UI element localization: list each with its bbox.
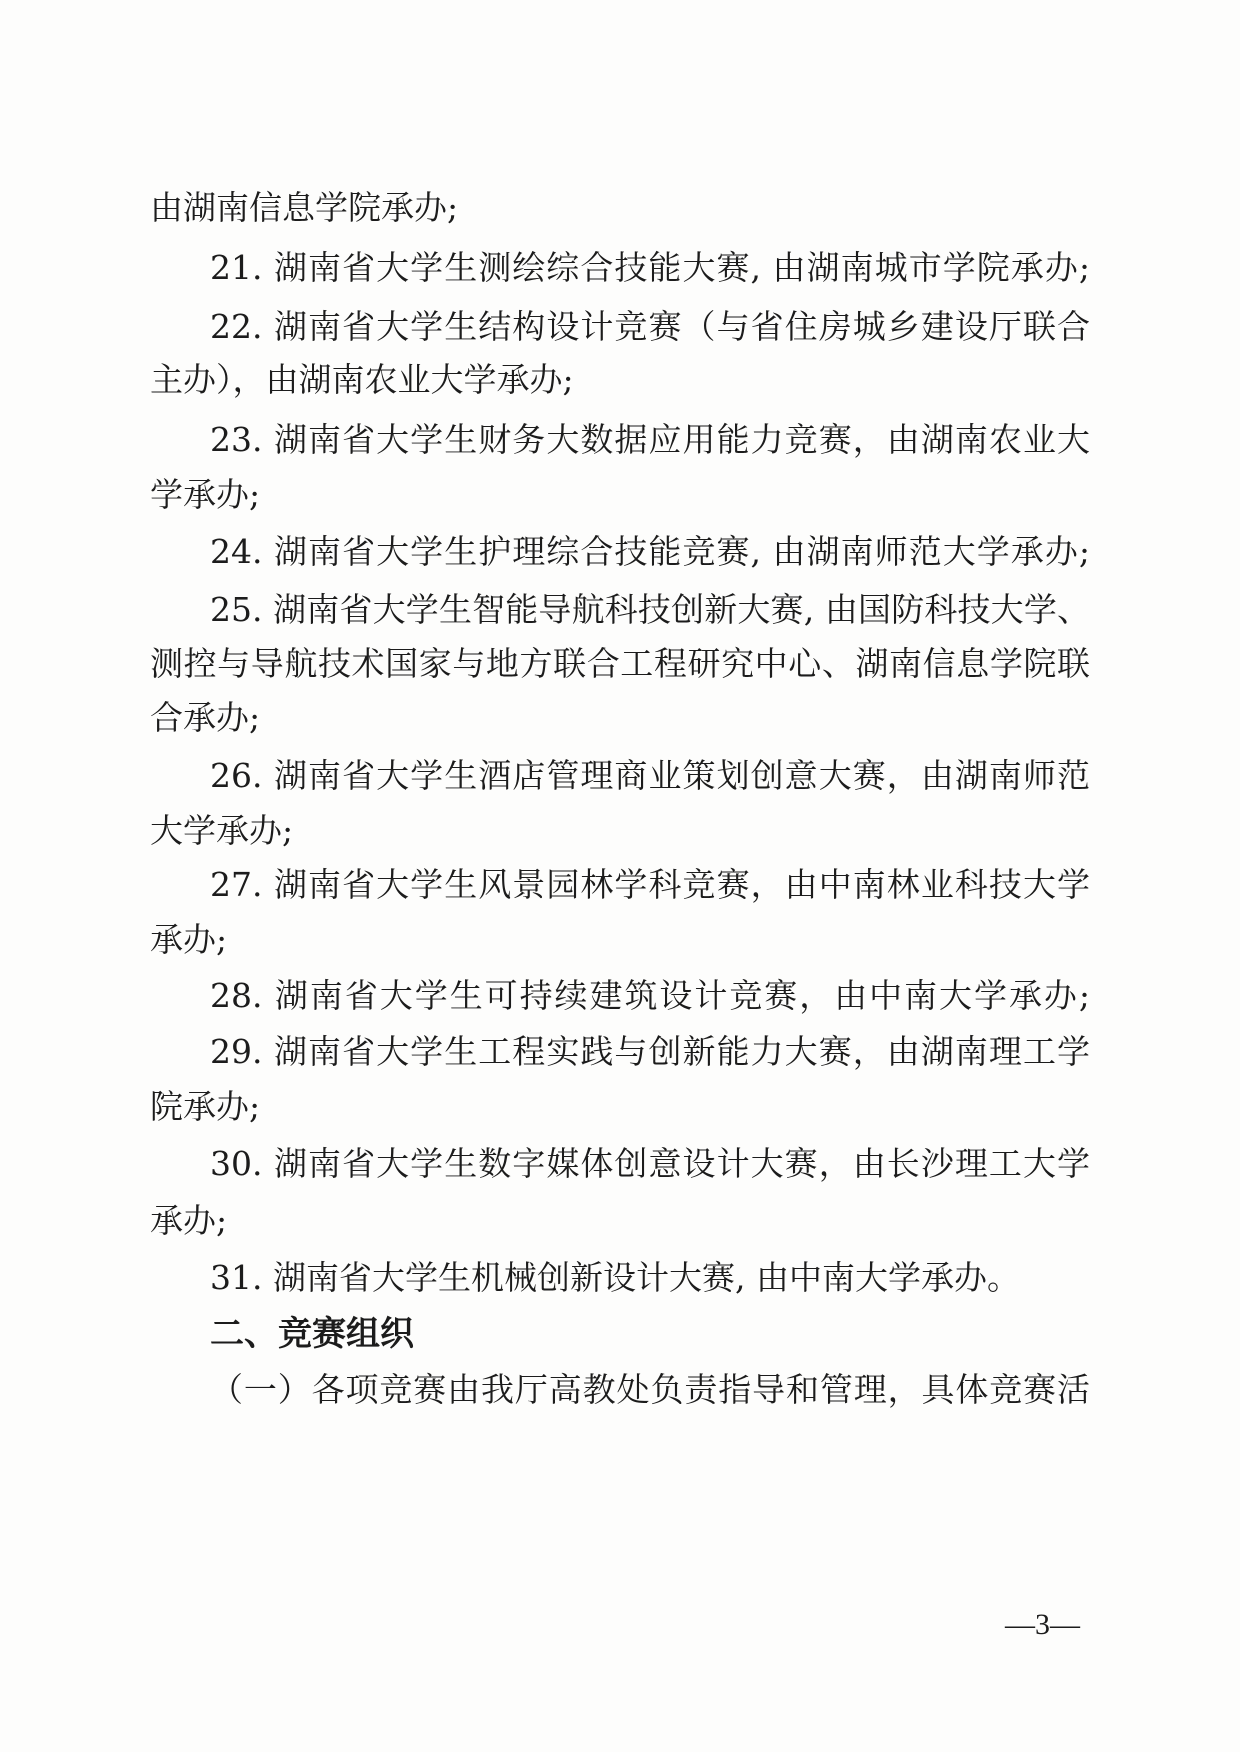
text-line: 院承办; — [150, 1087, 261, 1126]
text-line: 31. 湖南省大学生机械创新设计大赛, 由中南大学承办。 — [210, 1258, 1020, 1297]
text-line: 学承办; — [150, 475, 261, 514]
text-line: 25. 湖南省大学生智能导航科技创新大赛, 由国防科技大学、 — [210, 590, 1090, 629]
text-line: 主办），由湖南农业大学承办; — [150, 360, 574, 399]
text-line: 30. 湖南省大学生数字媒体创意设计大赛，由长沙理工大学 — [210, 1144, 1090, 1183]
page-number: —3— — [1005, 1608, 1080, 1641]
text-line: 21. 湖南省大学生测绘综合技能大赛, 由湖南城市学院承办; — [210, 248, 1090, 287]
text-line: 26. 湖南省大学生酒店管理商业策划创意大赛，由湖南师范 — [210, 756, 1090, 795]
text-line: 承办; — [150, 920, 228, 959]
text-line: 29. 湖南省大学生工程实践与创新能力大赛，由湖南理工学 — [210, 1032, 1090, 1071]
text-line: 24. 湖南省大学生护理综合技能竞赛, 由湖南师范大学承办; — [210, 532, 1090, 571]
text-line: 27. 湖南省大学生风景园林学科竞赛，由中南林业科技大学 — [210, 865, 1090, 904]
text-line: 22. 湖南省大学生结构设计竞赛（与省住房城乡建设厅联合 — [210, 307, 1090, 346]
text-line: 合承办; — [150, 698, 261, 737]
text-line: 23. 湖南省大学生财务大数据应用能力竞赛，由湖南农业大 — [210, 420, 1090, 459]
text-line: 承办; — [150, 1201, 228, 1240]
text-line: 28. 湖南省大学生可持续建筑设计竞赛，由中南大学承办; — [210, 976, 1090, 1015]
text-line: 测控与导航技术国家与地方联合工程研究中心、湖南信息学院联 — [150, 644, 1090, 683]
text-line: 由湖南信息学院承办; — [150, 188, 459, 227]
text-line: （一）各项竞赛由我厅高教处负责指导和管理，具体竞赛活 — [210, 1370, 1090, 1409]
text-line: 大学承办; — [150, 811, 294, 850]
section-heading: 二、竞赛组织 — [210, 1314, 414, 1354]
